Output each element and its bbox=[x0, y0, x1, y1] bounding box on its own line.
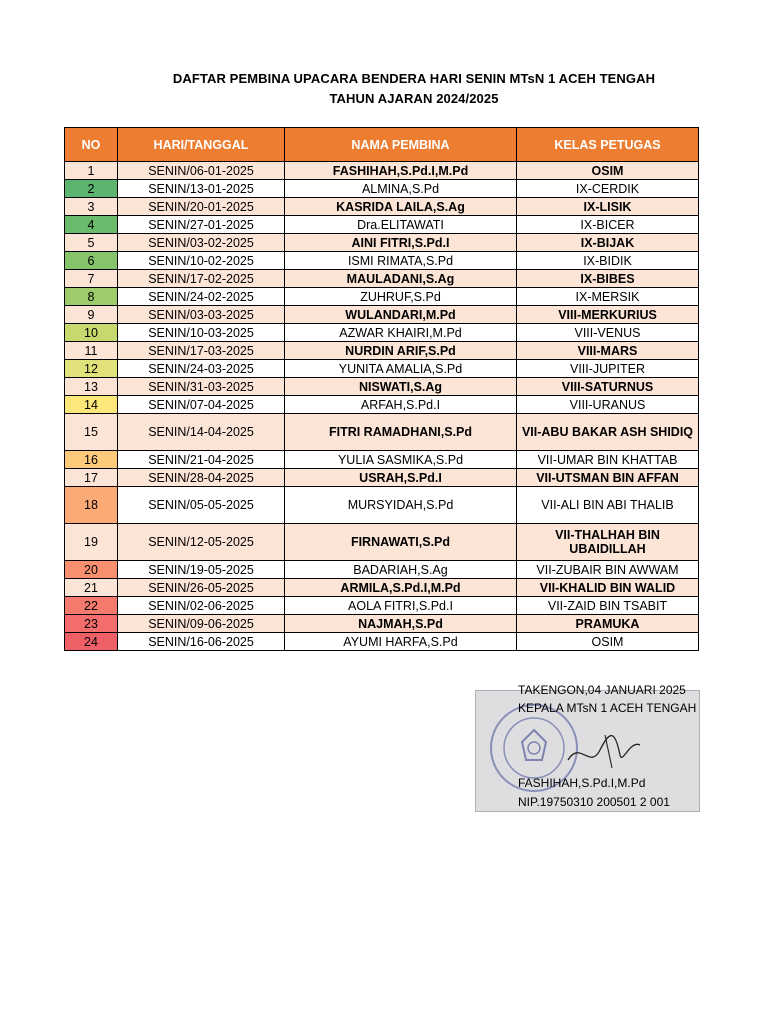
cell-hari-tanggal: SENIN/17-02-2025 bbox=[118, 270, 285, 288]
cell-nama-pembina: KASRIDA LAILA,S.Ag bbox=[285, 198, 517, 216]
cell-hari-tanggal: SENIN/12-05-2025 bbox=[118, 524, 285, 561]
cell-no: 19 bbox=[65, 524, 118, 561]
cell-hari-tanggal: SENIN/09-06-2025 bbox=[118, 615, 285, 633]
cell-no: 22 bbox=[65, 597, 118, 615]
table-row bbox=[65, 324, 699, 342]
cell-hari-tanggal: SENIN/06-01-2025 bbox=[118, 162, 285, 180]
table-row bbox=[65, 288, 699, 306]
cell-kelas-petugas: IX-BICER bbox=[517, 216, 699, 234]
signature-nip: NIP.19750310 200501 2 001 bbox=[518, 795, 670, 809]
cell-no: 21 bbox=[65, 579, 118, 597]
cell-nama-pembina: NURDIN ARIF,S.Pd bbox=[285, 342, 517, 360]
table-row bbox=[65, 579, 699, 597]
cell-hari-tanggal: SENIN/24-03-2025 bbox=[118, 360, 285, 378]
cell-kelas-petugas: IX-BIBES bbox=[517, 270, 699, 288]
cell-nama-pembina: Dra.ELITAWATI bbox=[285, 216, 517, 234]
table-row bbox=[65, 615, 699, 633]
cell-no: 6 bbox=[65, 252, 118, 270]
table-row bbox=[65, 162, 699, 180]
cell-kelas-petugas: VII-THALHAH BIN UBAIDILLAH bbox=[517, 524, 699, 561]
cell-nama-pembina: MURSYIDAH,S.Pd bbox=[285, 487, 517, 524]
cell-nama-pembina: USRAH,S.Pd.I bbox=[285, 469, 517, 487]
cell-hari-tanggal: SENIN/10-03-2025 bbox=[118, 324, 285, 342]
cell-nama-pembina: FASHIHAH,S.Pd.I,M.Pd bbox=[285, 162, 517, 180]
cell-hari-tanggal: SENIN/13-01-2025 bbox=[118, 180, 285, 198]
cell-no: 18 bbox=[65, 487, 118, 524]
cell-nama-pembina: NISWATI,S.Ag bbox=[285, 378, 517, 396]
cell-kelas-petugas: VIII-MERKURIUS bbox=[517, 306, 699, 324]
cell-kelas-petugas: IX-LISIK bbox=[517, 198, 699, 216]
cell-nama-pembina: YUNITA AMALIA,S.Pd bbox=[285, 360, 517, 378]
cell-kelas-petugas: IX-BIDIK bbox=[517, 252, 699, 270]
cell-nama-pembina: AZWAR KHAIRI,M.Pd bbox=[285, 324, 517, 342]
cell-nama-pembina: AYUMI HARFA,S.Pd bbox=[285, 633, 517, 651]
cell-hari-tanggal: SENIN/27-01-2025 bbox=[118, 216, 285, 234]
cell-no: 23 bbox=[65, 615, 118, 633]
signature-position: KEPALA MTsN 1 ACEH TENGAH bbox=[518, 701, 697, 715]
cell-no: 4 bbox=[65, 216, 118, 234]
cell-kelas-petugas: VII-UTSMAN BIN AFFAN bbox=[517, 469, 699, 487]
header-hari-tanggal: HARI/TANGGAL bbox=[118, 128, 285, 162]
cell-hari-tanggal: SENIN/31-03-2025 bbox=[118, 378, 285, 396]
cell-hari-tanggal: SENIN/03-03-2025 bbox=[118, 306, 285, 324]
cell-nama-pembina: ZUHRUF,S.Pd bbox=[285, 288, 517, 306]
cell-hari-tanggal: SENIN/24-02-2025 bbox=[118, 288, 285, 306]
cell-kelas-petugas: VIII-JUPITER bbox=[517, 360, 699, 378]
document-subtitle: TAHUN AJARAN 2024/2025 bbox=[329, 91, 499, 106]
document-title: DAFTAR PEMBINA UPACARA BENDERA HARI SENIN MTsN 1 ACEH TENGAH bbox=[172, 71, 656, 86]
table-row bbox=[65, 342, 699, 360]
cell-kelas-petugas: PRAMUKA bbox=[517, 615, 699, 633]
header-kelas-petugas: KELAS PETUGAS bbox=[517, 128, 699, 162]
cell-no: 9 bbox=[65, 306, 118, 324]
cell-hari-tanggal: SENIN/21-04-2025 bbox=[118, 451, 285, 469]
table-row bbox=[65, 487, 699, 524]
table-header-row bbox=[65, 128, 699, 162]
cell-kelas-petugas: VIII-VENUS bbox=[517, 324, 699, 342]
cell-hari-tanggal: SENIN/17-03-2025 bbox=[118, 342, 285, 360]
cell-kelas-petugas: IX-MERSIK bbox=[517, 288, 699, 306]
cell-hari-tanggal: SENIN/02-06-2025 bbox=[118, 597, 285, 615]
cell-hari-tanggal: SENIN/10-02-2025 bbox=[118, 252, 285, 270]
signature-place-date: TAKENGON,04 JANUARI 2025 bbox=[518, 683, 686, 697]
header-no: NO bbox=[65, 128, 118, 162]
table-row bbox=[65, 633, 699, 651]
cell-hari-tanggal: SENIN/20-01-2025 bbox=[118, 198, 285, 216]
cell-nama-pembina: ISMI RIMATA,S.Pd bbox=[285, 252, 517, 270]
table-row bbox=[65, 469, 699, 487]
cell-no: 24 bbox=[65, 633, 118, 651]
cell-nama-pembina: AOLA FITRI,S.Pd.I bbox=[285, 597, 517, 615]
cell-nama-pembina: WULANDARI,M.Pd bbox=[285, 306, 517, 324]
handwritten-signature-icon bbox=[560, 720, 650, 780]
cell-no: 12 bbox=[65, 360, 118, 378]
cell-kelas-petugas: IX-BIJAK bbox=[517, 234, 699, 252]
cell-no: 5 bbox=[65, 234, 118, 252]
cell-hari-tanggal: SENIN/26-05-2025 bbox=[118, 579, 285, 597]
cell-hari-tanggal: SENIN/19-05-2025 bbox=[118, 561, 285, 579]
table-row bbox=[65, 360, 699, 378]
table-row bbox=[65, 180, 699, 198]
table-row bbox=[65, 378, 699, 396]
cell-no: 7 bbox=[65, 270, 118, 288]
cell-no: 16 bbox=[65, 451, 118, 469]
cell-no: 11 bbox=[65, 342, 118, 360]
cell-no: 13 bbox=[65, 378, 118, 396]
cell-nama-pembina: FITRI RAMADHANI,S.Pd bbox=[285, 414, 517, 451]
cell-kelas-petugas: VII-UMAR BIN KHATTAB bbox=[517, 451, 699, 469]
table-row bbox=[65, 396, 699, 414]
cell-nama-pembina: FIRNAWATI,S.Pd bbox=[285, 524, 517, 561]
cell-hari-tanggal: SENIN/14-04-2025 bbox=[118, 414, 285, 451]
cell-kelas-petugas: VIII-MARS bbox=[517, 342, 699, 360]
cell-nama-pembina: ALMINA,S.Pd bbox=[285, 180, 517, 198]
cell-no: 3 bbox=[65, 198, 118, 216]
cell-nama-pembina: YULIA SASMIKA,S.Pd bbox=[285, 451, 517, 469]
cell-kelas-petugas: VII-KHALID BIN WALID bbox=[517, 579, 699, 597]
table-row bbox=[65, 561, 699, 579]
table-row bbox=[65, 524, 699, 561]
cell-nama-pembina: NAJMAH,S.Pd bbox=[285, 615, 517, 633]
table-row bbox=[65, 252, 699, 270]
signature-name: FASHIHAH,S.Pd.I,M.Pd bbox=[518, 776, 646, 790]
cell-hari-tanggal: SENIN/03-02-2025 bbox=[118, 234, 285, 252]
cell-no: 8 bbox=[65, 288, 118, 306]
header-nama-pembina: NAMA PEMBINA bbox=[285, 128, 517, 162]
table-row bbox=[65, 234, 699, 252]
cell-no: 1 bbox=[65, 162, 118, 180]
cell-no: 10 bbox=[65, 324, 118, 342]
cell-kelas-petugas: VII-ALI BIN ABI THALIB bbox=[517, 487, 699, 524]
cell-kelas-petugas: OSIM bbox=[517, 162, 699, 180]
cell-nama-pembina: AINI FITRI,S.Pd.I bbox=[285, 234, 517, 252]
cell-kelas-petugas: VII-ZAID BIN TSABIT bbox=[517, 597, 699, 615]
cell-kelas-petugas: VII-ZUBAIR BIN AWWAM bbox=[517, 561, 699, 579]
cell-no: 2 bbox=[65, 180, 118, 198]
cell-kelas-petugas: IX-CERDIK bbox=[517, 180, 699, 198]
cell-kelas-petugas: VII-ABU BAKAR ASH SHIDIQ bbox=[517, 414, 699, 451]
cell-no: 14 bbox=[65, 396, 118, 414]
cell-no: 17 bbox=[65, 469, 118, 487]
cell-hari-tanggal: SENIN/16-06-2025 bbox=[118, 633, 285, 651]
schedule-table bbox=[64, 127, 699, 651]
table-row bbox=[65, 306, 699, 324]
cell-nama-pembina: ARFAH,S.Pd.I bbox=[285, 396, 517, 414]
cell-kelas-petugas: OSIM bbox=[517, 633, 699, 651]
cell-kelas-petugas: VIII-URANUS bbox=[517, 396, 699, 414]
cell-no: 15 bbox=[65, 414, 118, 451]
cell-no: 20 bbox=[65, 561, 118, 579]
table-row bbox=[65, 270, 699, 288]
table-row bbox=[65, 597, 699, 615]
cell-hari-tanggal: SENIN/05-05-2025 bbox=[118, 487, 285, 524]
cell-hari-tanggal: SENIN/07-04-2025 bbox=[118, 396, 285, 414]
table-row bbox=[65, 216, 699, 234]
cell-nama-pembina: MAULADANI,S.Ag bbox=[285, 270, 517, 288]
cell-nama-pembina: BADARIAH,S.Ag bbox=[285, 561, 517, 579]
cell-kelas-petugas: VIII-SATURNUS bbox=[517, 378, 699, 396]
table-row bbox=[65, 198, 699, 216]
cell-nama-pembina: ARMILA,S.Pd.I,M.Pd bbox=[285, 579, 517, 597]
table-row bbox=[65, 451, 699, 469]
table-row bbox=[65, 414, 699, 451]
cell-hari-tanggal: SENIN/28-04-2025 bbox=[118, 469, 285, 487]
